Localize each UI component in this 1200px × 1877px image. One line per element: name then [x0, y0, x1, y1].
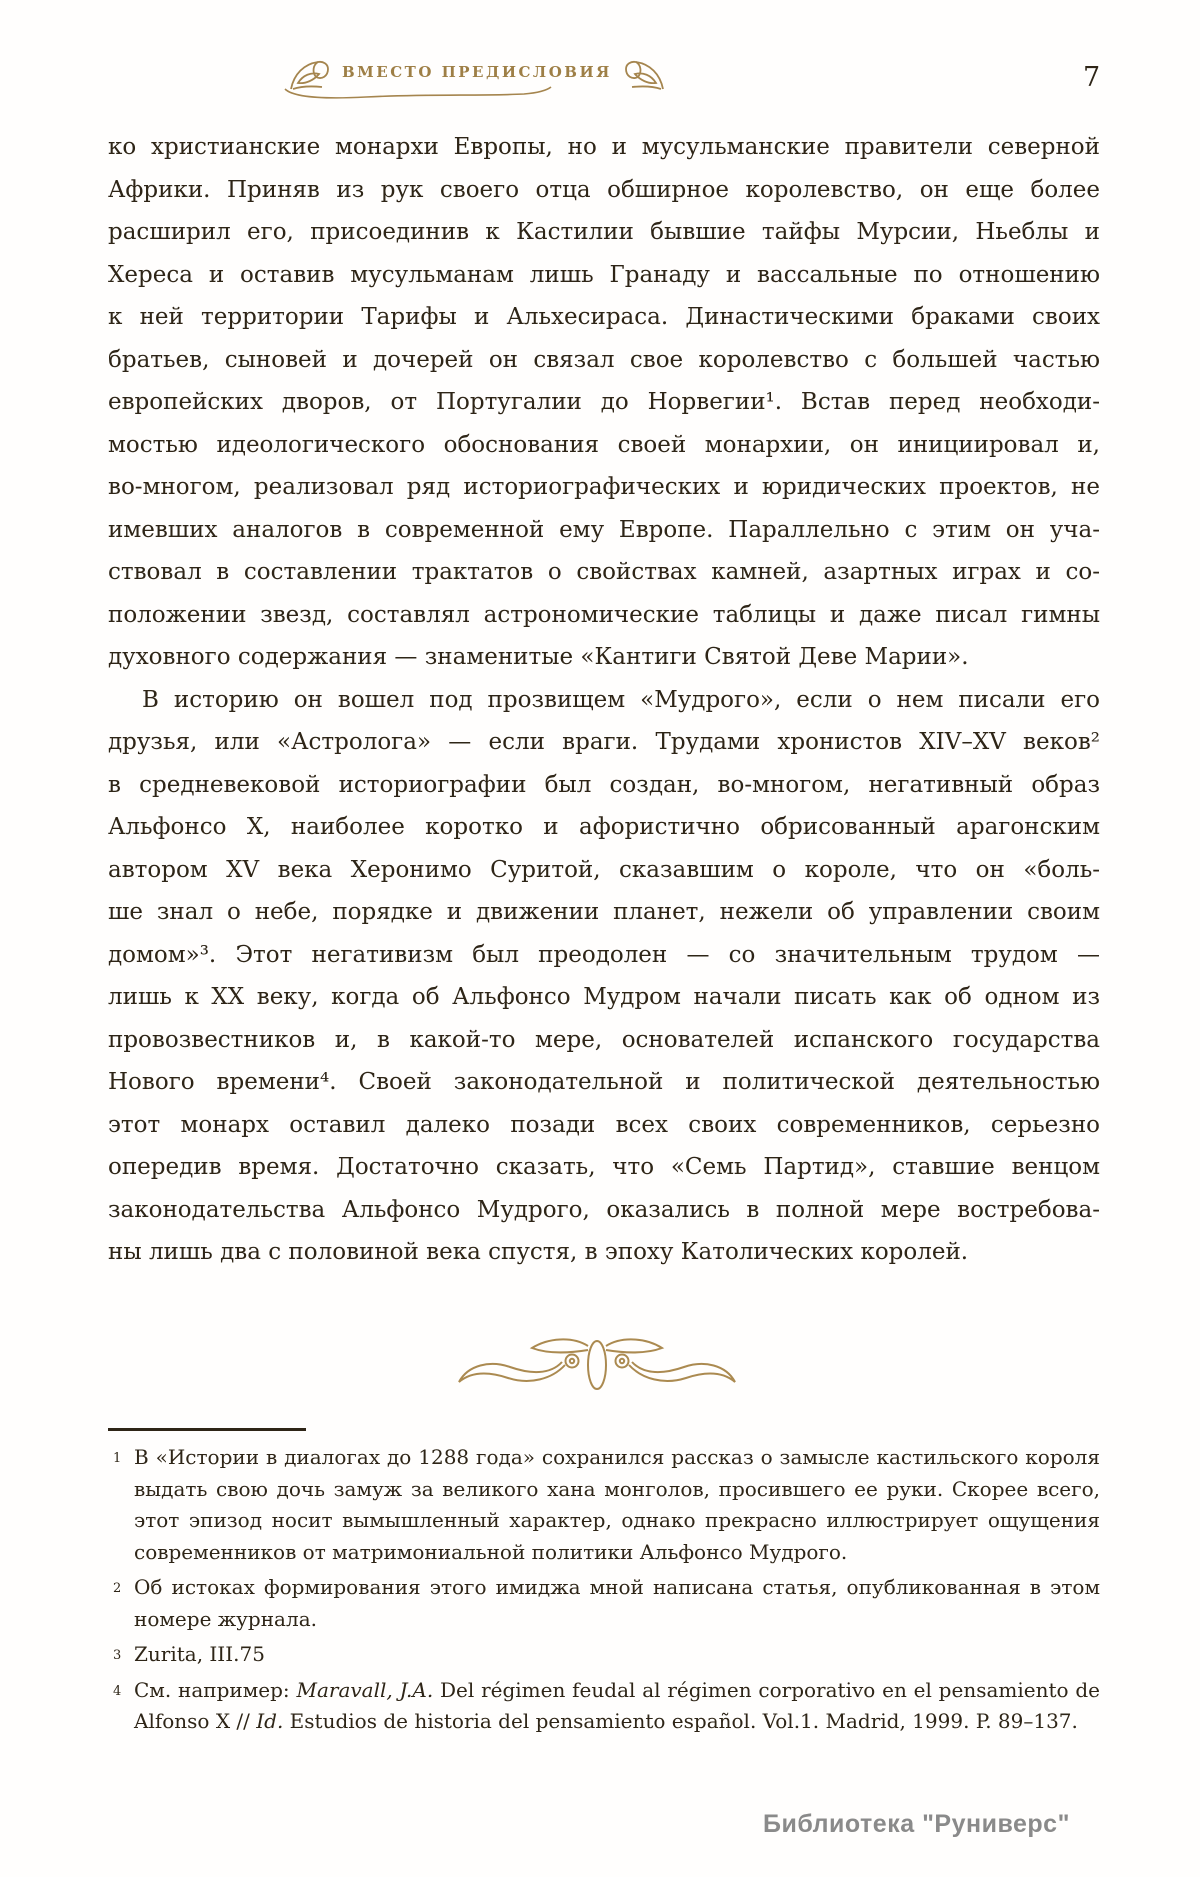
body-line: автором XV века Херонимо Суритой, сказавшим о короле, что он «боль- [108, 856, 1100, 883]
footnote-1 [108, 1442, 1100, 1568]
footnote-4 [108, 1675, 1100, 1738]
library-watermark: Библиотека "Руниверс" [763, 1810, 1070, 1838]
body-line: положении звезд, составлял астрономические таблицы и даже писал гимны [108, 601, 1100, 628]
footnote-marker: 3 [113, 1648, 122, 1663]
body-line: провозвестников и, в какой-то мере, основателей испанского государства [108, 1026, 1100, 1053]
footnote-text: См. например: Maravall, J.A. Del régimen feudal al régimen corporativo en el pensamiento de Alfonso X // Id. Estudios de historia del pensamiento español. Vol.1. Madrid, 1999. P. 89–137. [134, 1677, 1100, 1733]
body-line: духовного содержания — знаменитые «Кантиги Святой Деве Марии». [108, 644, 969, 670]
body-line: во-многом, реализовал ряд историографических и юридических проектов, не [108, 474, 1100, 500]
footnote-3 [108, 1639, 1100, 1671]
body-line: Нового времени⁴. Своей законодательной и политической деятельностью [108, 1069, 1100, 1095]
footnote-text: Zurita, III.75 [134, 1642, 265, 1666]
body-line: имевших аналогов в современной ему Европе. Параллельно с этим он уча- [108, 516, 1100, 543]
footnote-2 [108, 1572, 1100, 1635]
footnote-marker: 2 [113, 1581, 122, 1596]
body-line: к ней территории Тарифы и Альхесираса. Династическими браками своих [108, 304, 1100, 330]
divider-ornament-icon [452, 1333, 742, 1399]
footnotes [108, 1442, 1100, 1742]
footnote-text: В «Истории в диалогах до 1288 года» сохранился рассказ о замысле кастильского короля выдать свою дочь замуж за великого хана монголов, просившего ее руки. Скорее всего, этот эпизод носит вымышленный характер, однако прекрасно иллюстрирует ощущения современников от матримониальной политики Альфонсо Мудрого. [134, 1445, 1100, 1564]
chapter-header-title: ВМЕСТО ПРЕДИСЛОВИЯ [342, 63, 612, 81]
body-line: Альфонсо X, наиболее коротко и афористично обрисованный арагонским [108, 814, 1100, 840]
body-line: ко христианские монархи Европы, но и мусульманские правители северной [108, 134, 1100, 160]
body-text [108, 126, 1100, 1274]
body-line: законодательства Альфонсо Мудрого, оказались в полной мере востребова- [108, 1196, 1100, 1223]
body-line: мостью идеологического обоснования своей монархии, он инициировал и, [108, 431, 1100, 458]
body-line: расширил его, присоединив к Кастилии бывшие тайфы Мурсии, Ньеблы и [108, 219, 1100, 245]
body-line: европейских дворов, от Португалии до Норвегии¹. Встав перед необходи- [108, 389, 1100, 415]
body-line: этот монарх оставил далеко позади всех своих современников, серьезно [108, 1111, 1100, 1138]
footnote-marker: 1 [113, 1451, 122, 1466]
footnote-separator-rule [108, 1428, 306, 1431]
body-line: В историю он вошел под прозвищем «Мудрого», если о нем писали его [142, 686, 1100, 713]
running-header [288, 56, 666, 92]
body-line: опередив время. Достаточно сказать, что «Семь Партид», ставшие венцом [108, 1154, 1100, 1180]
header-ornament-right-icon [620, 56, 666, 92]
body-line: ше знал о небе, порядке и движении планет, нежели об управлении своим [108, 899, 1100, 925]
footnote-marker: 4 [113, 1683, 122, 1699]
body-line: домом»³. Этот негативизм был преодолен — со значительным трудом — [108, 941, 1100, 968]
header-swash-line-icon [282, 85, 554, 101]
body-line: Хереса и оставив мусульманам лишь Гранаду и вассальные по отношению [108, 261, 1100, 288]
body-line: в средневековой историографии был создан, во-многом, негативный образ [108, 771, 1100, 798]
footnote-text: Об истоках формирования этого имиджа мной написана статья, опубликованная в этом номере журнала. [134, 1575, 1100, 1631]
body-line: друзья, или «Астролога» — если враги. Трудами хронистов XIV–XV веков² [108, 729, 1100, 755]
body-line: ствовал в составлении трактатов о свойствах камней, азартных играх и со- [108, 559, 1100, 585]
body-line: ны лишь два с половиной века спустя, в эпоху Католических королей. [108, 1239, 969, 1265]
page-number: 7 [1083, 62, 1101, 93]
body-line: Африки. Приняв из рук своего отца обширное королевство, он еще более [108, 176, 1100, 203]
body-line: братьев, сыновей и дочерей он связал свое королевство с большей частью [108, 346, 1100, 373]
body-line: лишь к XX веку, когда об Альфонсо Мудром начали писать как об одном из [108, 984, 1100, 1010]
